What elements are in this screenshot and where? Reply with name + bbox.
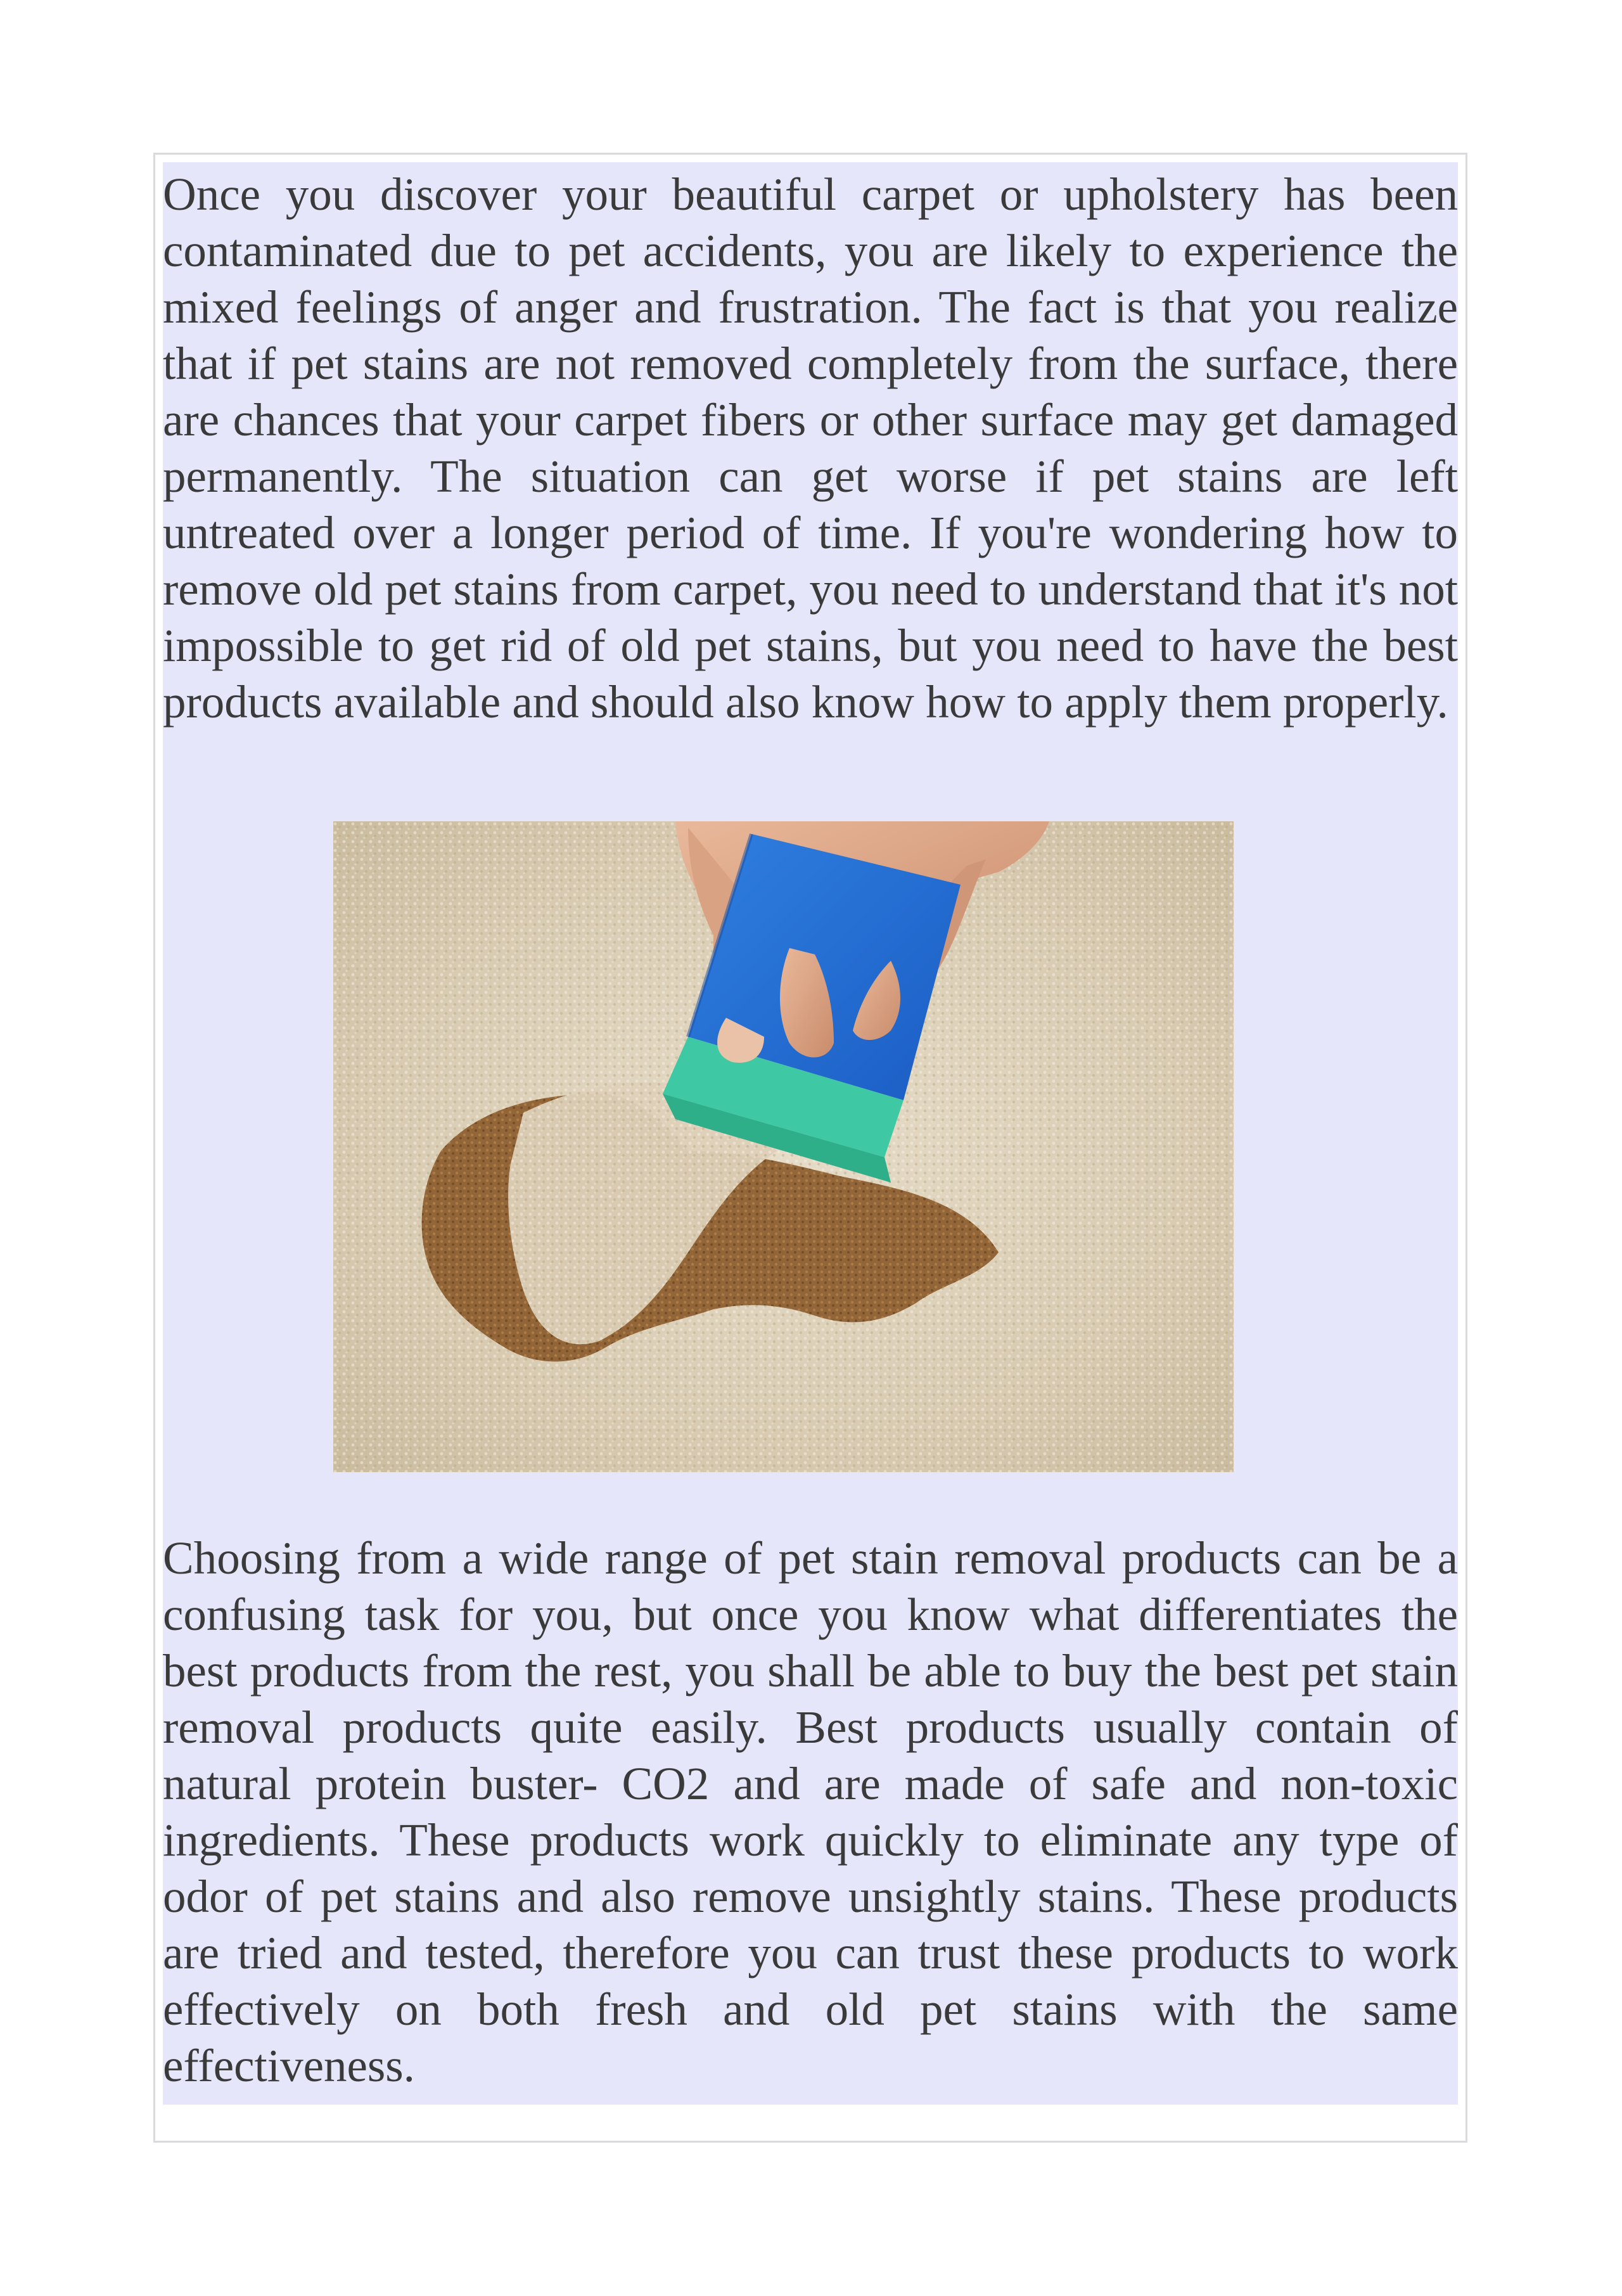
paragraph-intro: Once you discover your beautiful carpet or upholstery has been contaminated due to pet accidents, you are likely to experience the mixed feelings of anger and frustration. The fact is that you realize that if pet stains are not removed completely from the surface, there are chances that your carpet fibers or other surface may get damaged permanently. The situation can get worse if pet stains are left untreated over a longer period of time. If you're wondering how to remove old pet stains from carpet, you need to understand that it's not impossible to get rid of old pet stains, but you need to have the best products available and should also know how to apply them properly.	[163, 169, 1458, 728]
carpet-cleaning-photo	[333, 821, 1234, 1472]
paragraph-products: Choosing from a wide range of pet stain removal products can be a confusing task for you, but once you know what differentiates the best products from the rest, you shall be able to buy the best pet stain removal products quite easily. Best products usually contain of natural protein buster- CO2 and are made of safe and non-toxic ingredients. These products work quickly to eliminate any type of odor of pet stains and also remove unsightly stains. These products are tried and tested, therefore you can trust these products to work effectively on both fresh and old pet stains with the same effectiveness.	[163, 1532, 1458, 2091]
page-frame	[153, 153, 1467, 2143]
content-panel	[163, 162, 1458, 2105]
